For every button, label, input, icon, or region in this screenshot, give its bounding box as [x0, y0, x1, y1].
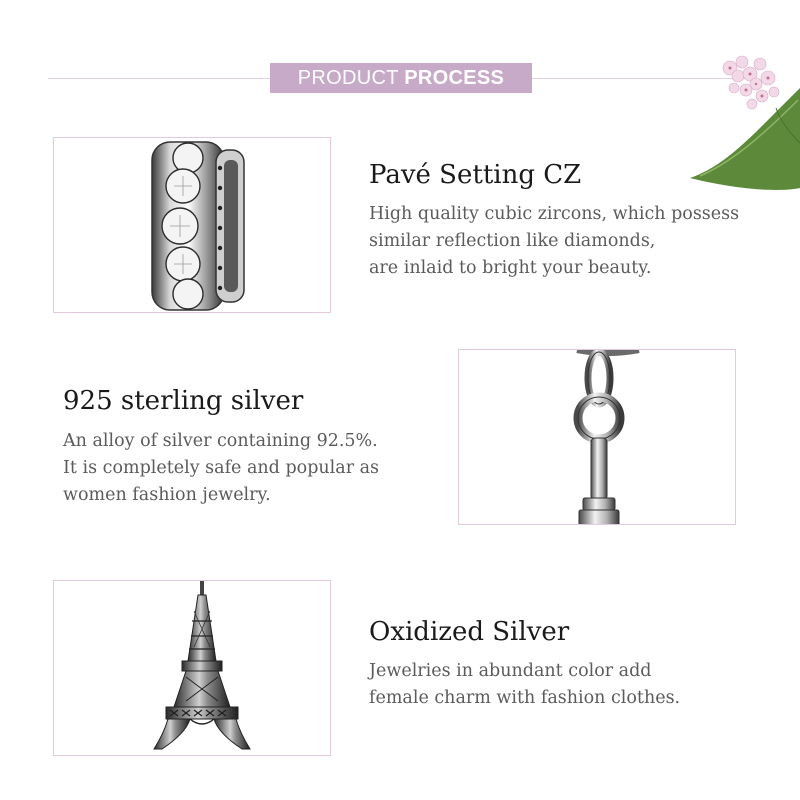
- silver-clasp-icon: [459, 350, 736, 525]
- flower-decoration-icon: [690, 48, 800, 193]
- feature-title-oxidized: Oxidized Silver: [369, 617, 570, 647]
- feature-desc-line: similar reflection like diamonds,: [369, 231, 656, 251]
- feature-desc-line: female charm with fashion clothes.: [369, 688, 681, 708]
- section-banner: [270, 63, 532, 93]
- header-rule-left: [48, 78, 270, 79]
- feature-desc-line: Jewelries in abundant color add: [369, 661, 652, 681]
- feature-desc-line: are inlaid to bright your beauty.: [369, 258, 652, 278]
- feature-desc-silver: [63, 428, 379, 509]
- banner-light-text: PRODUCT: [297, 67, 405, 89]
- feature-desc-oxidized: [369, 658, 680, 712]
- eiffel-tower-charm-icon: [54, 581, 331, 756]
- pave-spacer-charm-icon: [54, 138, 331, 313]
- feature-desc-line: An alloy of silver containing 92.5%.: [63, 431, 378, 451]
- feature-desc-line: High quality cubic zircons, which possess: [369, 204, 740, 224]
- feature-desc-pave: [369, 201, 739, 282]
- pave-charm-image-frame: [53, 137, 331, 313]
- eiffel-charm-image-frame: [53, 580, 331, 756]
- feature-desc-line: It is completely safe and popular as: [63, 458, 380, 478]
- silver-clasp-image-frame: [458, 349, 736, 525]
- feature-title-silver: 925 sterling silver: [63, 386, 304, 416]
- feature-desc-line: women fashion jewelry.: [63, 485, 271, 505]
- banner-bold-text: PROCESS: [404, 67, 505, 89]
- feature-title-pave: Pavé Setting CZ: [369, 160, 582, 190]
